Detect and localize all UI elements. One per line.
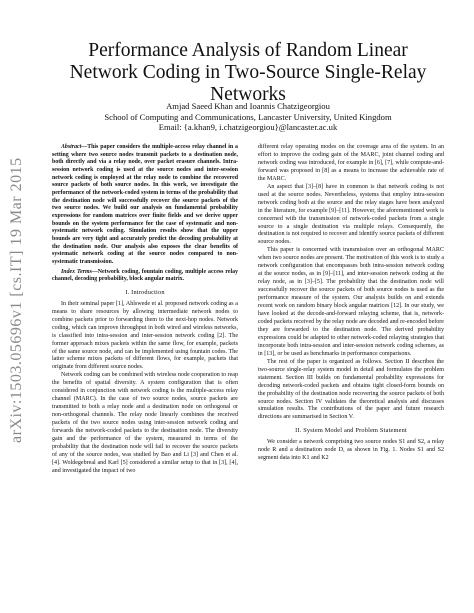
intro-paragraph-1: In their seminal paper [1], Ahlswede et al. proposed network coding as a means to share resources by allowing intermediate network nodes to combine packets prior to forwarding them to the next-hop nodes. Network coding, which can improve throughput in both wired and wireless networks, is classified into intra-session and inter-session network coding [2]. The former approach mixes packets within the same flow, for example, packets of the same source node, and can be implemented using fountain codes. The latter scheme mixes packets of different flows, for example, packets that originate from different source nodes. [52, 300, 238, 371]
author-names: Amjad Saeed Khan and Ioannis Chatzigeorgiou [166, 101, 330, 111]
index-terms-text: —Network coding, fountain coding, multiple access relay channel, decoding probability, block angular matrix. [52, 268, 238, 283]
left-column [52, 144, 238, 476]
right-column [258, 144, 444, 463]
abstract-text: —This paper considers the multiple-access relay channel in a setting where two source nodes transmit packets to a destination node, both directly and via a relay node, over packet erasure channels. Intra-session network coding is used at the source nodes and inter-session network coding is employed at the relay node to combine the recovered source packets of both source nodes. In this work, we investigate the performance of the network-coded system in terms of the probability that the destination node will successfully recover the source packets of the two source nodes. We build our analysis on fundamental probability expressions for random matrices over finite fields and we derive upper bounds on the system performance for the case of systematic and non-systematic network coding. Simulation results show that the upper bounds are very tight and accurately predict the decoding probability at the destination node. Our analysis also exposes the clear benefits of systematic network coding at the source nodes compared to non-systematic transmission. [52, 144, 238, 265]
index-terms-lead: Index Terms [61, 268, 92, 275]
index-terms [52, 269, 238, 284]
intro-paragraph-5: This paper is concerned with transmission over an orthogonal MARC when two source nodes are present. The motivation of this work is to study a network configuration that encompasses both intra-session network coding at the source nodes, as in [9]–[11], and inter-session network coding at the relay node, as in [3]–[5]. The probability that the destination node will successfully recover the source packets of both source nodes is used as the performance measure of the system. Our analysis builds on and extends recent work on random binary block angular matrices [12]. In our study, we have looked at the decode-and-forward relaying scheme, that is, network-coded packets received by the relay node are decoded and re-encoded before they are forwarded to the destination node. The derived probability expressions could be adapted to other network-coded relaying strategies that incorporate both intra-session and inter-session network coding schemes, as in [13], or be used as benchmarks in performance comparisons. [258, 247, 444, 357]
section-heading-introduction: I. Introduction [125, 288, 165, 296]
author-block [52, 101, 444, 133]
abstract [52, 144, 238, 267]
abstract-lead: Abstract [61, 144, 82, 150]
intro-paragraph-6: The rest of the paper is organized as follows. Section II describes the two-source single-relay system model in detail and formulates the problem statement. Section III builds on fundamental probability expressions for decoding network-coded packets and obtains tight closed-form bounds on the probability of the destination node recovering the source packets of both source nodes. Section IV validates the theoretical analysis and discusses simulation results. The contributions of the paper and future research directions are summarised in Section V. [258, 358, 444, 421]
intro-paragraph-2: Network coding can be combined with wireless node cooperation to reap the benefits of spatial diversity. A system configuration that is often considered in conjunction with network coding is the multiple-access relay channel (MARC). In the case of two source nodes, source packets are transmitted to both a relay node and a destination node on orthogonal or non-orthogonal channels. The relay node linearly combines the received packets of the two source nodes using inter-session network coding and forwards the network-coded packets to the destination node. The diversity gain and the performance of the system, measured in terms of the probability that the destination node will fail to recover the source packets of any of the source nodes, was studied by Bao and Li [3] and Chen et al. [4]. Woldegebreal and Karl [5] considered a similar setup to that in [3], [4], and investigated the impact of two [52, 372, 238, 474]
intro-paragraph-4: An aspect that [3]–[8] have in common is that network coding is not used at the source nodes. Nevertheless, systems that employ intra-session network coding both at the source and the relay stages have been analyzed in the literature, for example [9]–[11]. However, the aforementioned work is concerned with the transmission of network-coded packets from a single source to a single destination via multiple relays. Consequently, the destination is not required to recover and identify source packets of different source nodes. [258, 183, 444, 246]
intro-paragraph-3: different relay operating modes on the coverage area of the system. In an effort to improve the coding gain of the MARC, joint channel coding and network coding was introduced, for example in [6], [7], while compute-and-forward was proposed in [8] as a means to increase the achievable rate of the MARC. [258, 144, 444, 182]
paper-title: Performance Analysis of Random Linear Network Coding in Two-Source Single-Relay Networks [69, 40, 427, 105]
author-email: Email: {a.khan9, i.chatzigeorgiou}@lancaster.ac.uk [158, 122, 338, 132]
section-heading-system-model: II. System Model and Problem Statement [295, 427, 407, 435]
author-affiliation: School of Computing and Communications, Lancaster University, United Kingdom [104, 111, 392, 122]
system-model-paragraph-1: We consider a network comprising two source nodes S1 and S2, a relay node R and a destination node D, as shown in Fig. 1. Nodes S1 and S2 segment data into K1 and K2 [258, 439, 444, 462]
arxiv-stamp: arXiv:1503.05696v1 [cs.IT] 19 Mar 2015 [8, 157, 25, 443]
